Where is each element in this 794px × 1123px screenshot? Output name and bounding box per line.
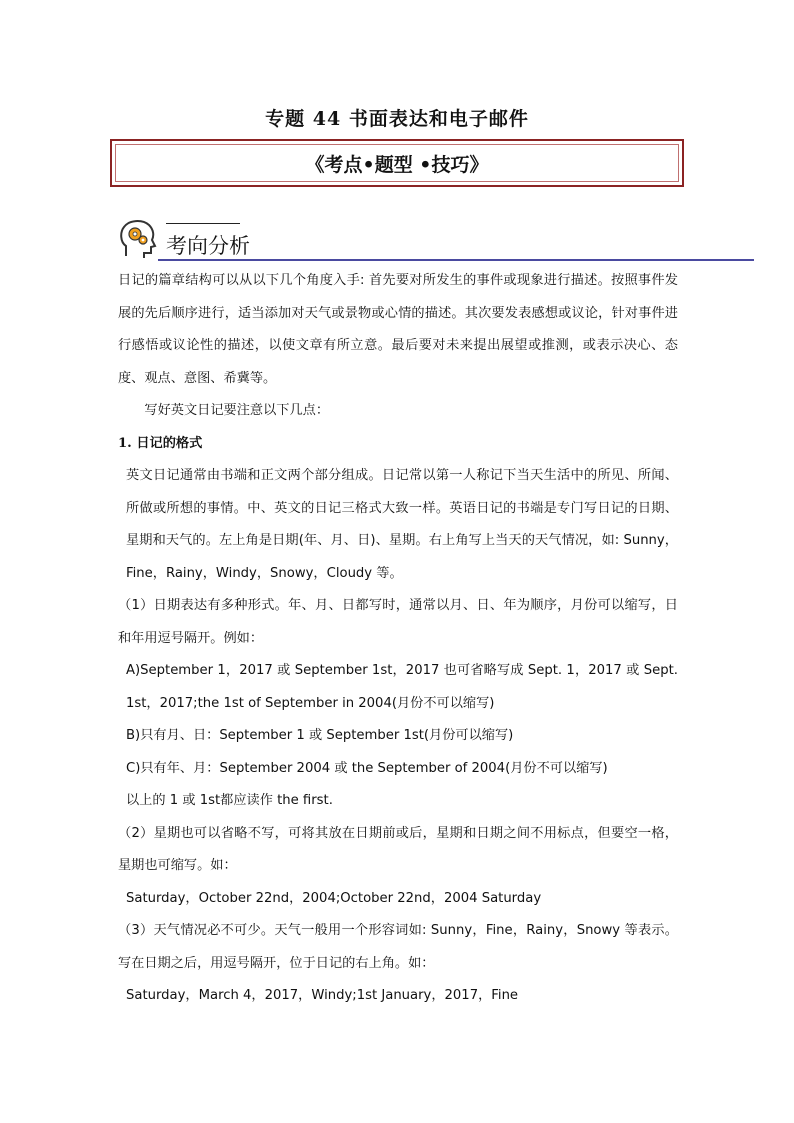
paragraph: A)September 1，2017 或 September 1st，2017 也可省略写成 Sept. 1，2017 或 Sept. 1st，2017;the 1st of September in 2004(月份不可以缩写) xyxy=(126,663,678,711)
paragraph: 英文日记通常由书端和正文两个部分组成。日记常以第一人称记下当天生活中的所见、所闻、所做或所想的事情。中、英文的日记三格式大致一样。英语日记的书端是专门写日记的日期、星期和天气的。左上角是日期(年、月、日)、星期。右上角写上当天的天气情况，如: Sunny，Fine，Rainy，Windy，Snowy，Cloudy 等。 xyxy=(126,468,678,581)
paragraph: 日记的篇章结构可以从以下几个角度入手: 首先要对所发生的事件或现象进行描述。按照事件发展的先后顺序进行，适当添加对天气或景物或心情的描述。其次要发表感想或议论，针对事件进行感悟或议论性的描述，以使文章有所立意。最后要对未来提出展望或推测，或表示决心、态度、观点、意图、希冀等。 xyxy=(118,273,678,386)
paragraph: 以上的 1 或 1st都应读作 the first. xyxy=(126,793,333,808)
paragraph: C)只有年、月：September 2004 或 the September of 2004(月份不可以缩写) xyxy=(126,760,608,776)
heading-overline xyxy=(166,223,240,224)
subtitle: 《考点•题型 •技巧》 xyxy=(115,144,679,182)
paragraph: Saturday，October 22nd，2004;October 22nd，2004 Saturday xyxy=(126,890,542,906)
heading-underline xyxy=(158,259,754,261)
section-subheading: 1. 日记的格式 xyxy=(118,435,203,451)
section-label: 考向分析 xyxy=(166,234,250,258)
body-text xyxy=(118,265,678,1013)
paragraph: （2）星期也可以省略不写，可将其放在日期前或后，星期和日期之间不用标点，但要空一格，星期也可缩写。如： xyxy=(118,825,678,873)
paragraph: B)只有月、日：September 1 或 September 1st(月份可以缩写) xyxy=(126,728,514,743)
paragraph: （3）天气情况必不可少。天气一般用一个形容词如: Sunny，Fine，Rainy，Snowy 等表示。写在日期之后，用逗号隔开，位于日记的右上角。如： xyxy=(118,923,678,971)
head-gears-icon xyxy=(118,216,158,260)
paragraph: 写好英文日记要注意以下几点： xyxy=(144,403,330,418)
paragraph: （1）日期表达有多种形式。年、月、日都写时，通常以月、日、年为顺序，月份可以缩写，日和年用逗号隔开。例如： xyxy=(118,598,678,646)
section-heading xyxy=(118,210,754,262)
page-title: 专题 44 书面表达和电子邮件 xyxy=(265,108,529,130)
paragraph: Saturday，March 4，2017，Windy;1st January，2017，Fine xyxy=(126,988,519,1003)
subtitle-box xyxy=(110,139,684,187)
